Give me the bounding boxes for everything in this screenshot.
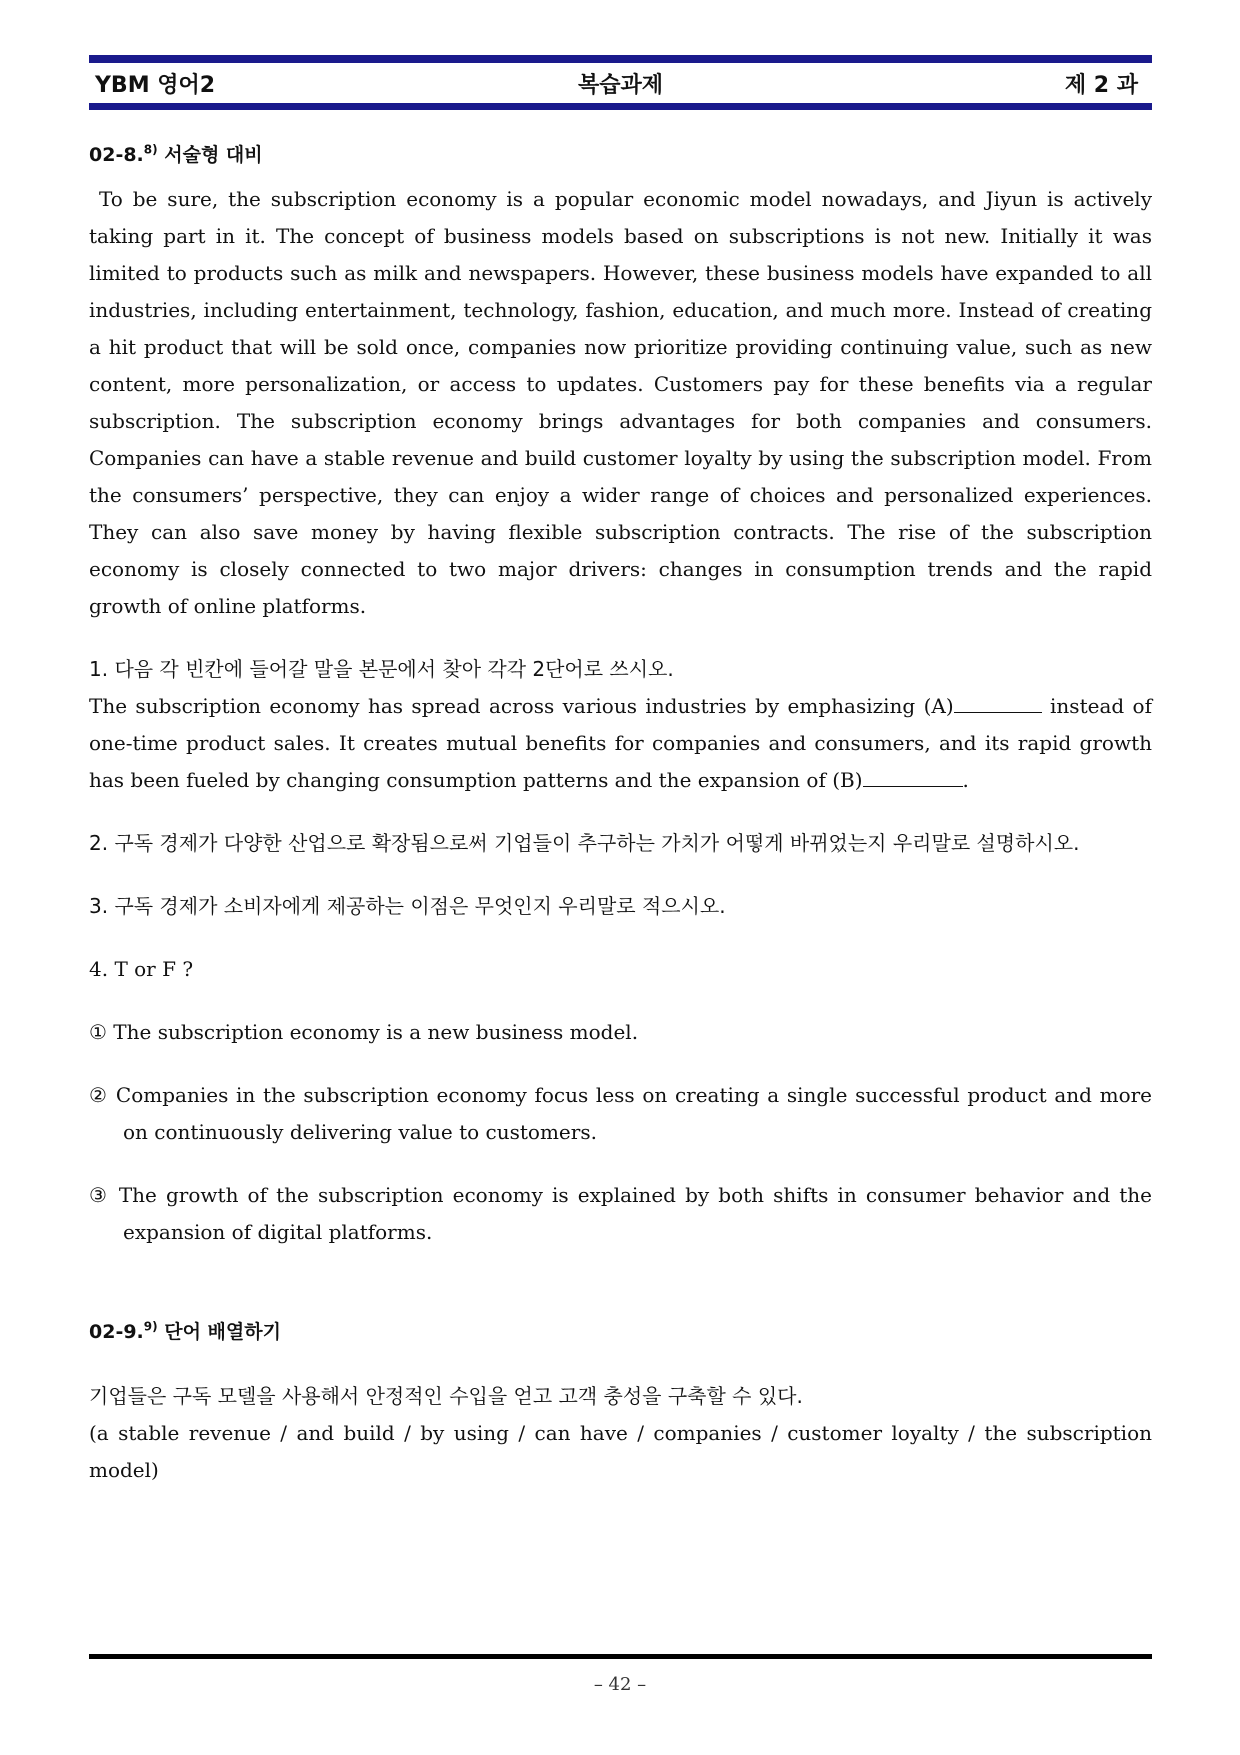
page-number: – 42 –: [593, 1674, 647, 1695]
word-order-korean: 기업들은 구독 모델을 사용해서 안정적인 수입을 얻고 고객 충성을 구축할 수 있다.: [89, 1384, 803, 1408]
question-1-text-c: .: [962, 768, 969, 792]
circled-three: ③: [89, 1183, 110, 1207]
tf-item-1: [89, 1014, 1152, 1051]
circled-one: ①: [89, 1020, 107, 1044]
header-bottom-rule: [89, 103, 1152, 110]
question-4-prompt: 4. T or F ?: [89, 957, 194, 981]
circled-two: ②: [89, 1083, 109, 1107]
tf-item-text: The subscription economy is a new business model.: [113, 1020, 639, 1044]
section-number: 02-8.: [89, 144, 144, 166]
section-number: 02-9.: [89, 1321, 144, 1343]
section-title-02-8: [89, 140, 1152, 167]
footer-rule: [89, 1654, 1152, 1659]
section-heading: 서술형 대비: [164, 144, 263, 166]
question-1-prompt: 1. 다음 각 빈칸에 들어갈 말을 본문에서 찾아 각각 2단어로 쓰시오.: [89, 657, 674, 681]
question-2: 2. 구독 경제가 다양한 산업으로 확장됨으로써 기업들이 추구하는 가치가 어떻게 바뀌었는지 우리말로 설명하시오.: [89, 831, 1080, 855]
section-title-02-9: [89, 1317, 1152, 1344]
tf-item-3: [89, 1177, 1152, 1251]
tf-item-text: The growth of the subscription economy is explained by both shifts in consumer behavior and the expansion of digital platforms.: [118, 1183, 1153, 1244]
question-1-text-b: instead of one-time product sales. It creates mutual benefits for companies and consumers, and its rapid growth has been fueled by changing consumption patterns and the expansion of (B): [89, 694, 1152, 792]
tf-item-2: [89, 1077, 1152, 1151]
header-bar: [89, 63, 1152, 103]
word-order-words: (a stable revenue / and build / by using / can have / companies / customer loyalty / the subscription model): [89, 1421, 1152, 1482]
tf-item-text: Companies in the subscription economy focus less on creating a single successful product and more on continuously delivering value to customers.: [115, 1083, 1153, 1144]
header-top-rule: [89, 55, 1152, 63]
page: [89, 55, 1152, 1489]
blank-a[interactable]: [954, 690, 1042, 713]
footnote-marker: 8): [143, 142, 158, 157]
header-left: YBM 영어2: [95, 72, 216, 98]
question-3: 3. 구독 경제가 소비자에게 제공하는 이점은 무엇인지 우리말로 적으시오.: [89, 894, 726, 918]
blank-b[interactable]: [863, 764, 963, 787]
footnote-marker: 9): [143, 1319, 158, 1334]
question-1-text: [89, 688, 1152, 799]
reading-passage: To be sure, the subscription economy is a popular economic model nowadays, and Jiyun is actively taking part in it. The concept of business models based on subscriptions is not new. Initially it was limited to products such as milk and newspapers. However, these business models have expanded to all industries, including entertainment, technology, fashion, education, and much more. Instead of creating a hit product that will be sold once, companies now prioritize providing continuing value, such as new content, more personalization, or access to updates. Customers pay for these benefits via a regular subscription. The subscription economy brings advantages for both companies and consumers. Companies can have a stable revenue and build customer loyalty by using the subscription model. From the consumers’ perspective, they can enjoy a wider range of choices and personalized experiences. They can also save money by having flexible subscription contracts. The rise of the subscription economy is closely connected to two major drivers: changes in consumption trends and the rapid growth of online platforms.: [89, 187, 1152, 618]
content: [89, 140, 1152, 1489]
header-center: 복습과제: [577, 72, 663, 98]
question-1-text-a: The subscription economy has spread across various industries by emphasizing (A): [89, 694, 954, 718]
header-right: 제 2 과: [1064, 72, 1138, 98]
section-heading: 단어 배열하기: [164, 1321, 281, 1343]
